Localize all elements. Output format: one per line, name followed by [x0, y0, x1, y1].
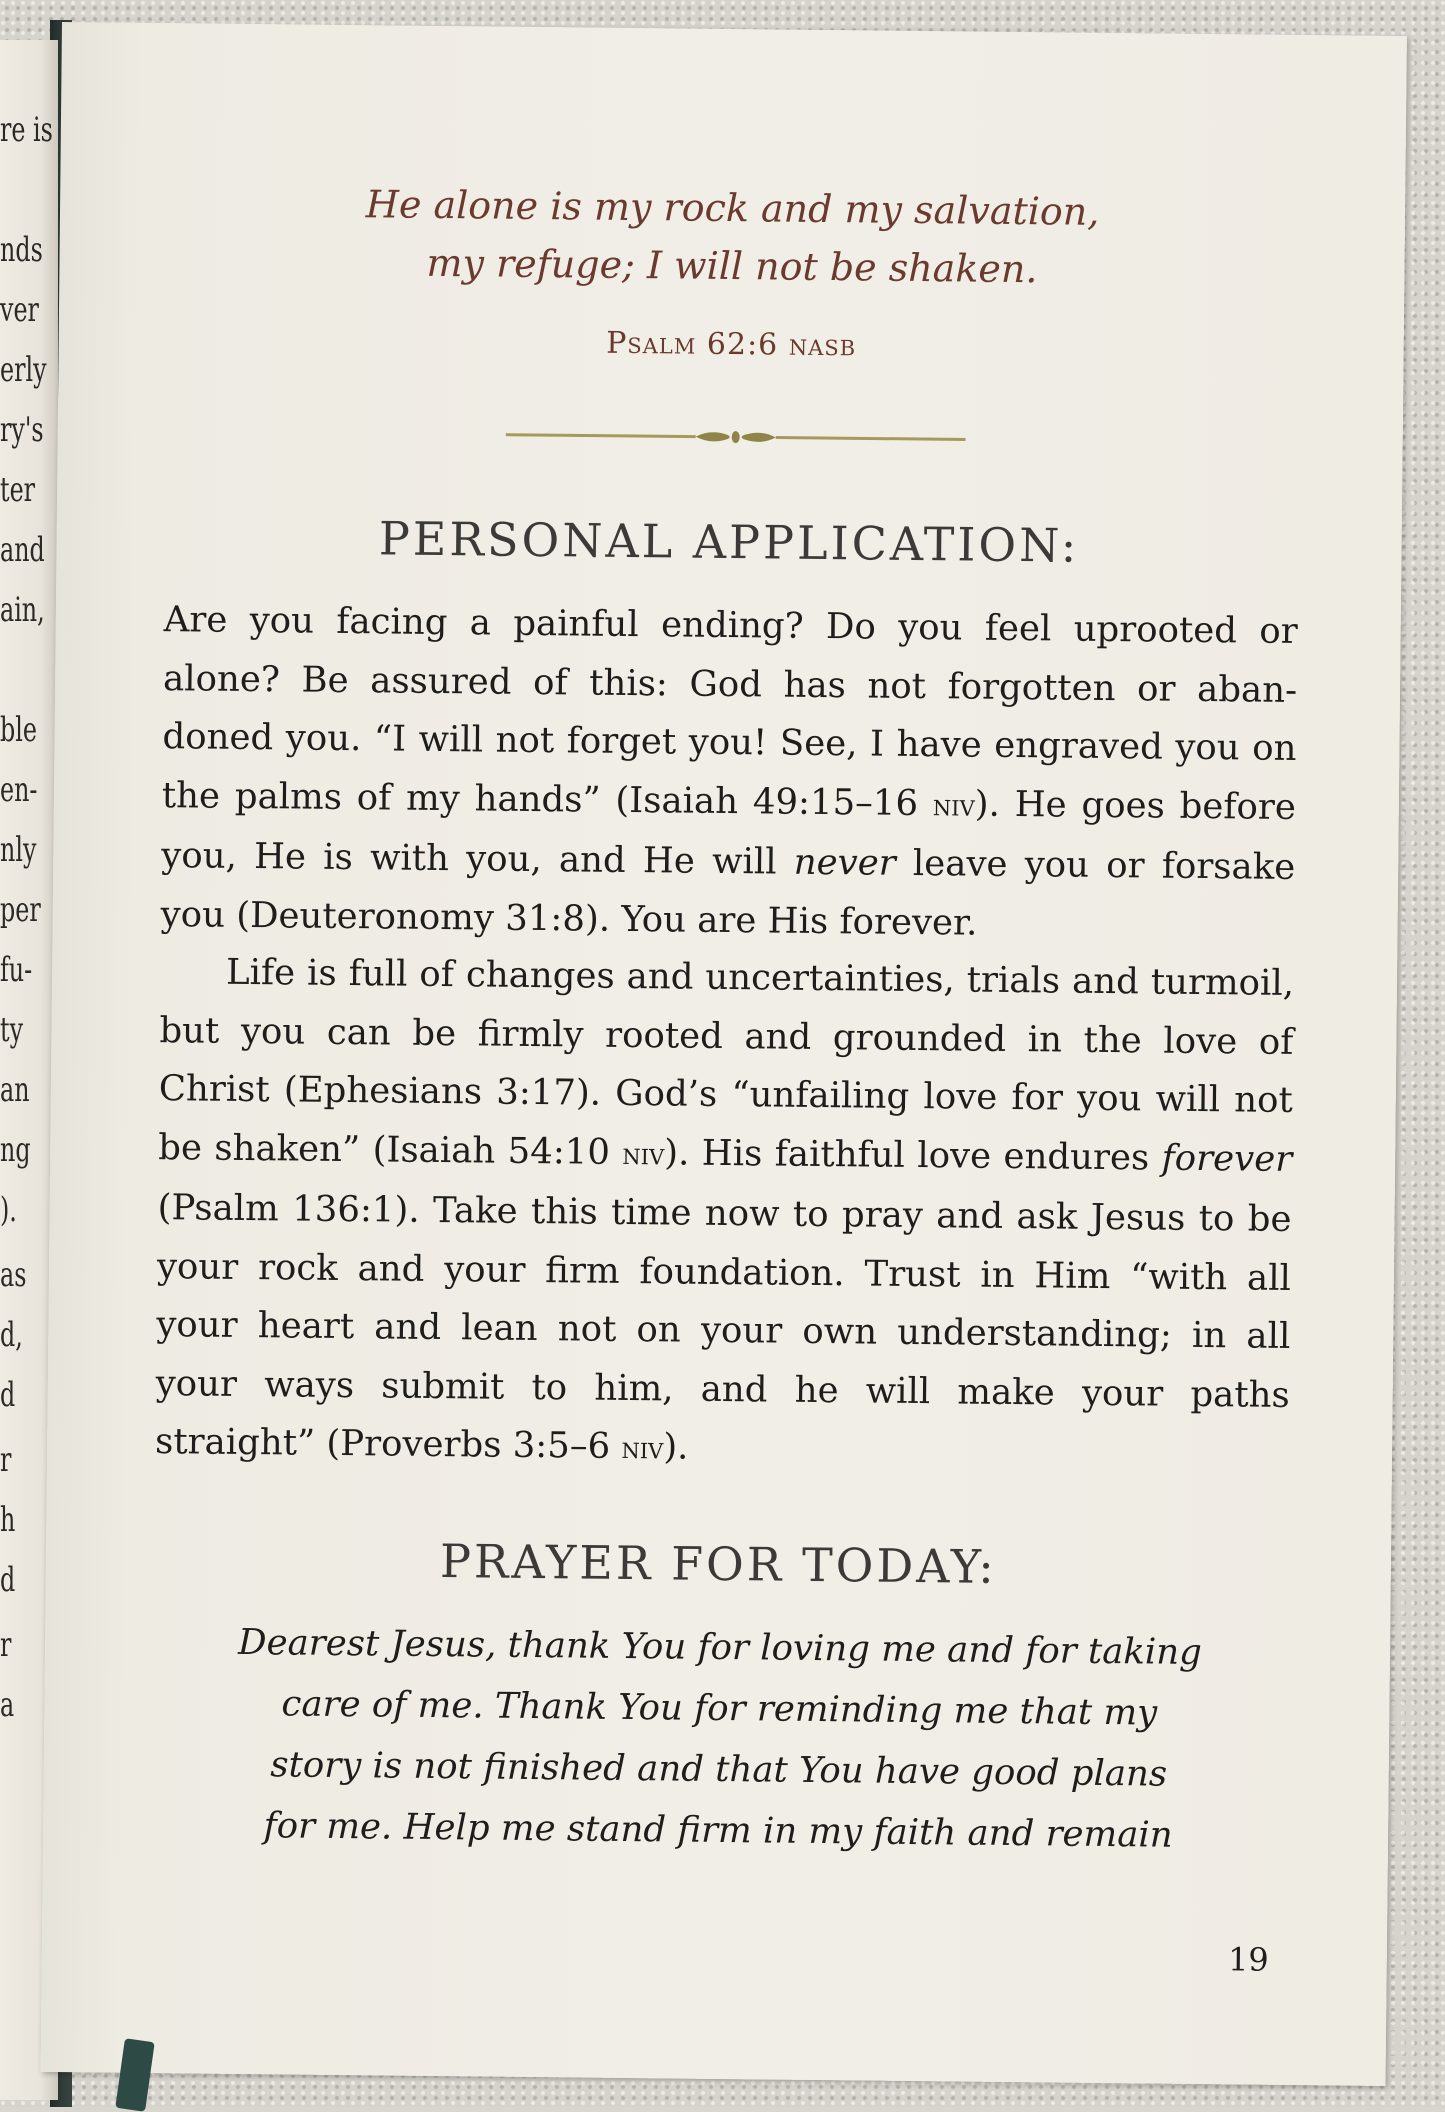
left-page-fragment: h — [0, 1500, 16, 1540]
bible-version: niv — [622, 1136, 665, 1172]
prayer-line: for me. Help me stand firm in my faith and remain — [263, 1805, 1173, 1856]
left-page-fragment: ain, — [0, 590, 45, 630]
left-page-fragment: re is — [0, 110, 53, 150]
left-page-fragment: ty — [0, 1010, 24, 1050]
left-page-fragment: ). — [0, 1190, 17, 1230]
bible-version: niv — [621, 1430, 664, 1467]
left-page-fragment: d — [0, 1375, 16, 1415]
book-page — [41, 22, 1407, 2086]
left-page-fragment: and — [0, 530, 45, 570]
epigraph-line: my refuge; I will not be shaken. — [426, 240, 1038, 292]
left-page-fragment: per — [0, 890, 41, 930]
left-page-fragment: d — [0, 1560, 16, 1600]
prayer-heading: PRAYER FOR TODAY: — [439, 1534, 998, 1594]
bible-version: niv — [932, 787, 975, 824]
left-page-fragment: fu- — [0, 950, 33, 990]
left-page-fragment: ter — [0, 470, 36, 510]
epigraph-line: He alone is my rock and my salvation, — [365, 182, 1100, 234]
emphasis-forever: forever — [1161, 1137, 1293, 1180]
left-page-fragment: an — [0, 1070, 30, 1110]
left-page-fragment: ry's — [0, 410, 44, 450]
application-paragraph-1 — [160, 591, 1298, 956]
epigraph-verse — [59, 172, 1405, 302]
left-page-fragment: ng — [0, 1130, 31, 1170]
application-paragraph-2 — [155, 943, 1294, 1485]
left-page-fragment: nly — [0, 830, 37, 870]
left-page-fragment: ver — [0, 290, 39, 330]
text-run: ). He goes before you, He is with you, and He will — [161, 783, 1297, 883]
prayer-text — [183, 1611, 1255, 1866]
left-page-fragment: erly — [0, 350, 47, 390]
left-page-fragment: en- — [0, 770, 38, 810]
prayer-line: story is not finished and that You have good plans — [270, 1744, 1168, 1795]
left-page-fragment: r — [0, 1440, 12, 1480]
text-run: leave you or forsake you (Deuteronomy 31:8). You are His forever. — [160, 842, 1296, 944]
left-page-fragment: as — [0, 1255, 27, 1295]
personal-application-heading: PERSONAL APPLICATION: — [378, 511, 1080, 573]
text-run: (Psalm 136:1). Take this time now to pray and ask Jesus to be your rock and your firm foundation. Trust in Him “with all your heart and lean not on your own understanding; in all your ways submit to him, and he will make your paths straight” (Proverbs 3:5–6 — [154, 1187, 1292, 1467]
text-run: Life is full of changes and uncertainties, trials and turmoil, but you can be firmly rooted and grounded in the love of Christ (Ephesians 3:17). God’s “unfailing love for you will not be shaken” (Isaiah 54:10 — [158, 951, 1295, 1173]
page-number: 19 — [1227, 1940, 1269, 1979]
text-run: Are you facing a painful ending? Do you feel uprooted or alone? Be assured of this: God has not forgotten or aban-doned you. “I will not forget you! See, I have engraved you on the palms of my hands” (Isaiah 49:15–16 — [161, 599, 1298, 824]
emphasis-never: never — [793, 841, 896, 884]
left-page-fragment: nds — [0, 230, 43, 270]
left-page-fragment: r — [0, 1625, 12, 1665]
prayer-line: care of me. Thank You for reminding me that my — [281, 1683, 1158, 1734]
citation-version: nasb — [788, 327, 857, 364]
citation-reference: Psalm 62:6 — [605, 325, 779, 363]
text-run: ). — [663, 1426, 689, 1468]
text-run: ). His faithful love endures — [664, 1131, 1162, 1179]
flourish-divider-icon — [506, 423, 966, 452]
epigraph-citation — [59, 320, 1404, 369]
left-page-fragment: d, — [0, 1315, 23, 1355]
left-page-fragment: ble — [0, 710, 37, 750]
prayer-line: Dearest Jesus, thank You for loving me and for taking — [237, 1621, 1203, 1674]
left-page-fragment: a — [0, 1685, 15, 1725]
